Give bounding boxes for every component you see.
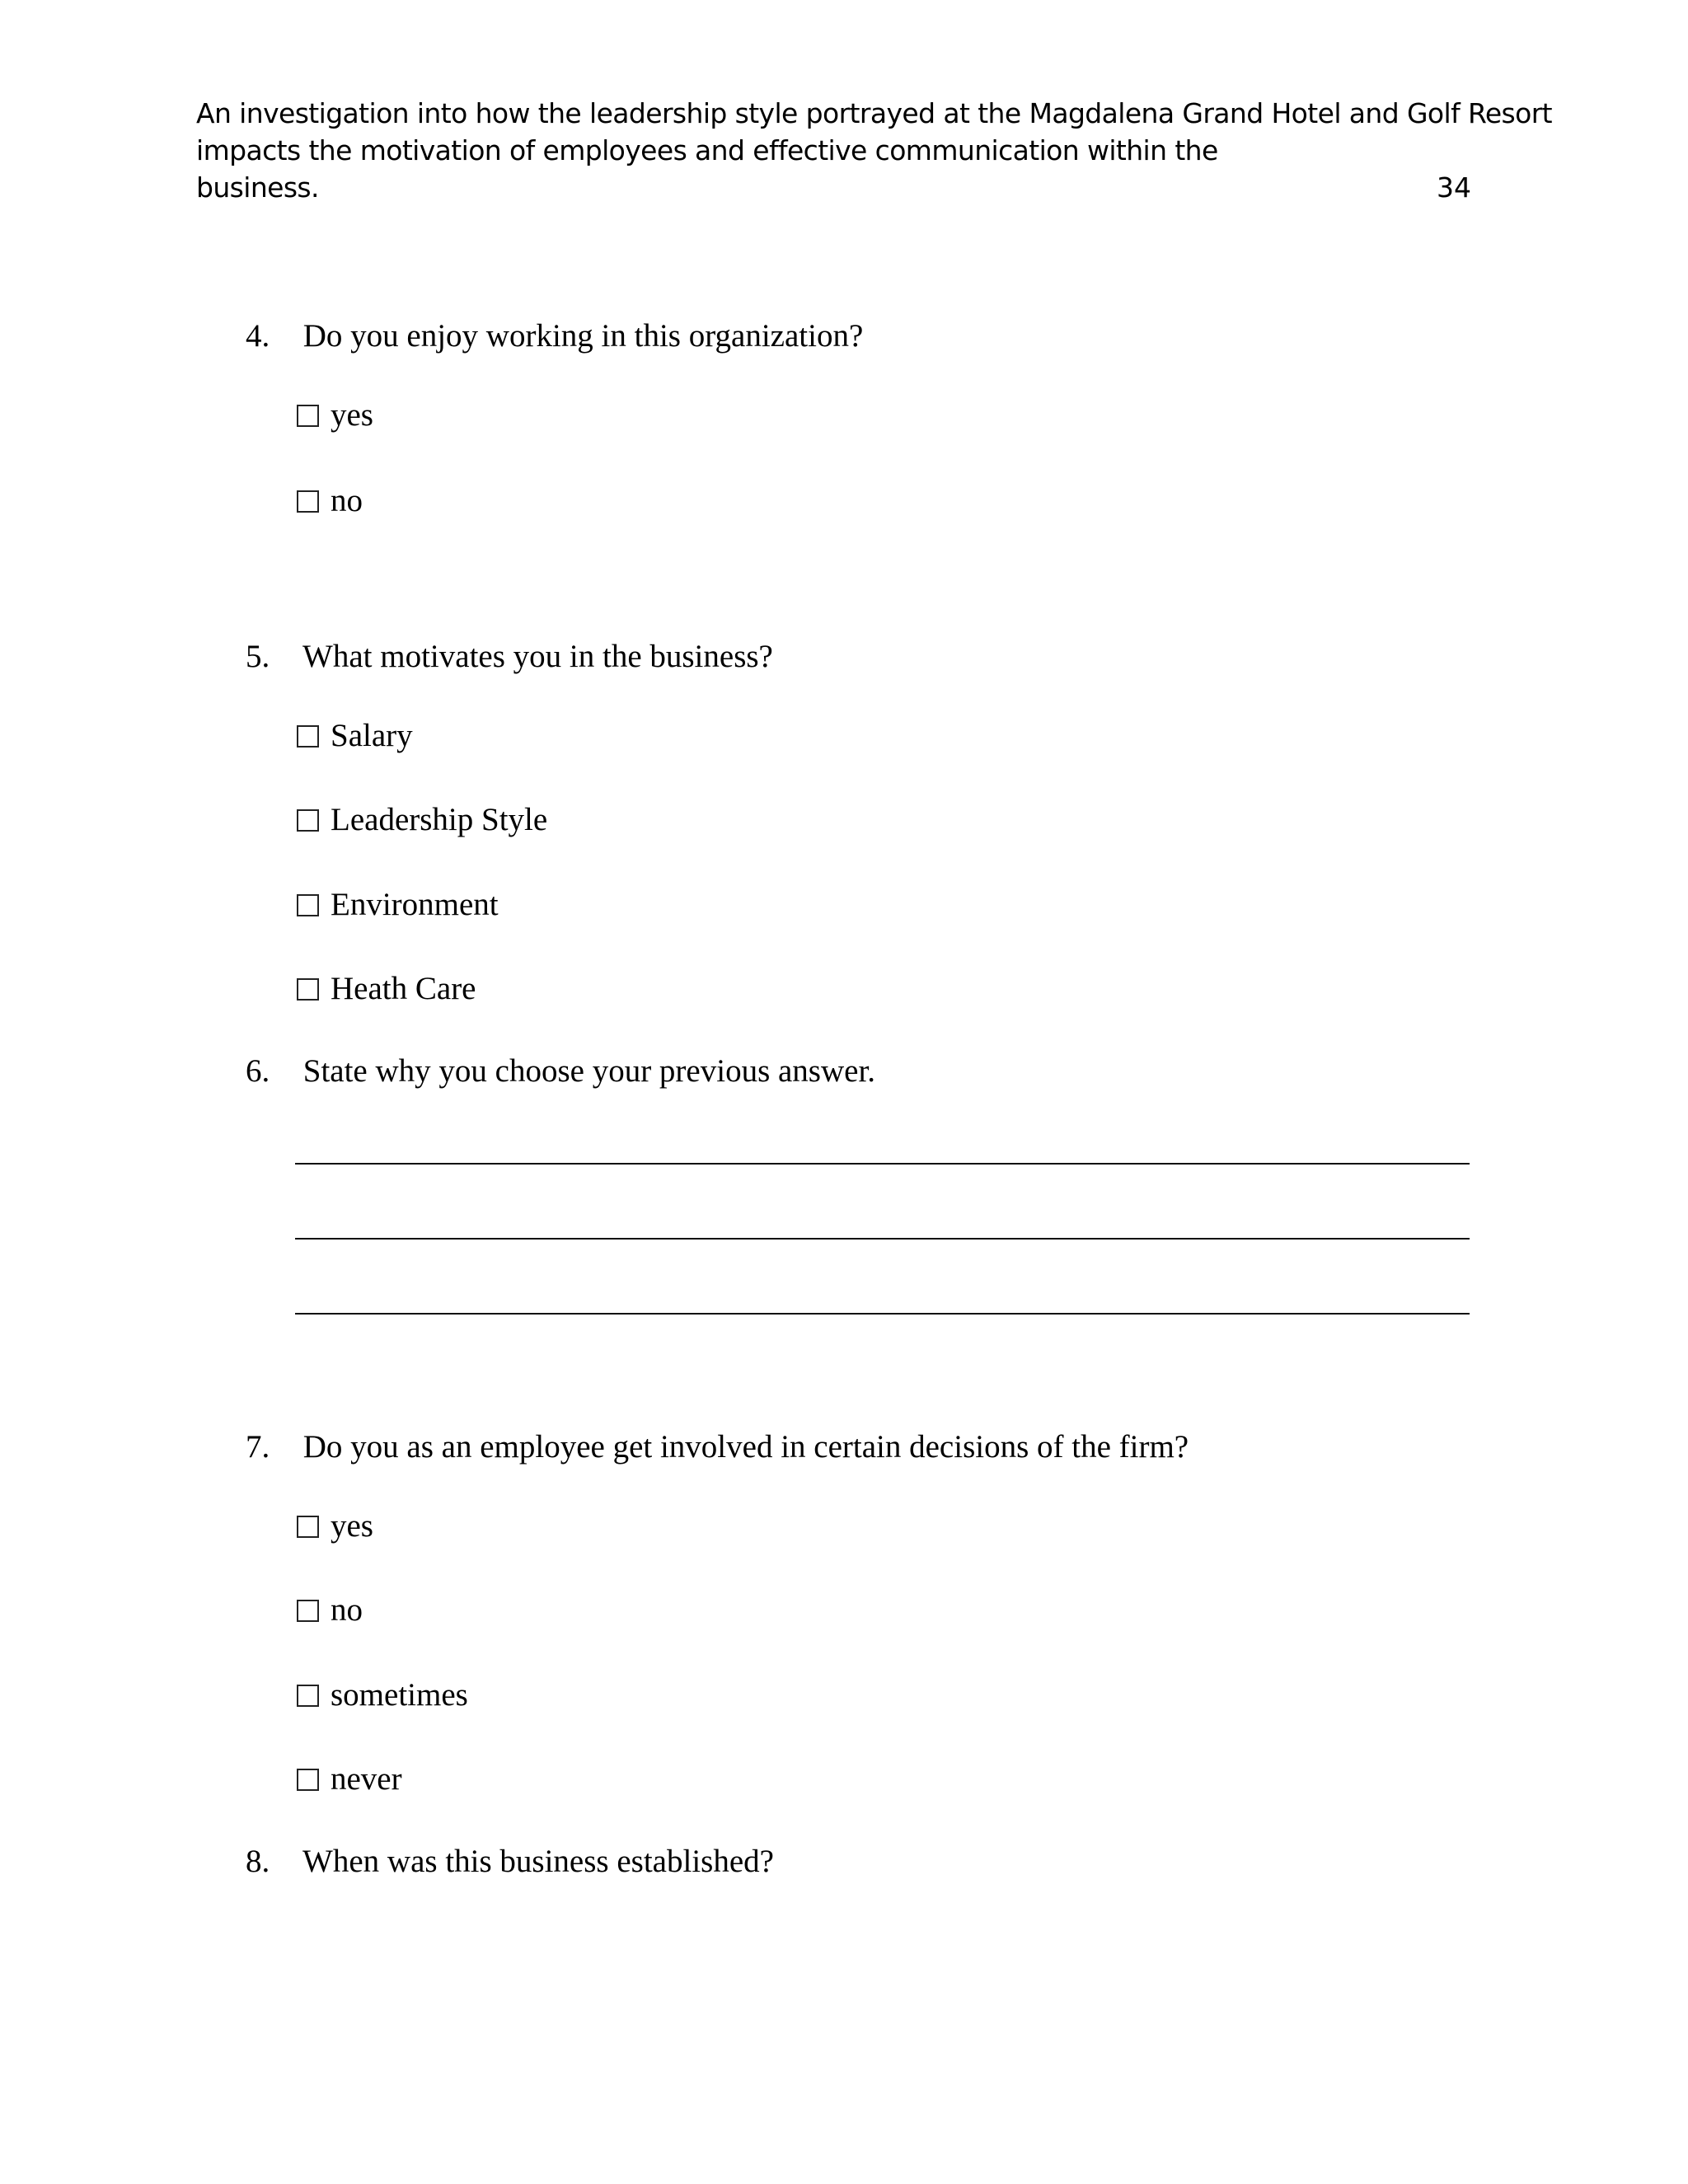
checkbox[interactable] [297, 809, 319, 832]
answer-line-1[interactable] [295, 1163, 1470, 1165]
question-number: 4. [246, 318, 270, 354]
question-7 [246, 1427, 1189, 1467]
question-text: Do you as an employee get involved in certain decisions of the firm? [302, 1429, 1189, 1465]
page-number: 34 [1437, 171, 1471, 204]
option-label: no [331, 1592, 363, 1628]
option-label: yes [331, 1508, 373, 1544]
option-label: Leadership Style [331, 802, 548, 837]
option-label: never [331, 1761, 402, 1797]
question-8 [246, 1842, 774, 1882]
header-line-2: impacts the motivation of employees and effective communication within the [196, 134, 1218, 166]
header-line-3: business. [196, 171, 319, 204]
option-q7-no[interactable] [297, 1591, 363, 1630]
header-line-1: An investigation into how the leadership style portrayed at the Magdalena Grand Hotel and Golf Resort [196, 97, 1553, 129]
option-label: no [331, 483, 363, 518]
checkbox[interactable] [297, 1516, 319, 1538]
option-q7-sometimes[interactable] [297, 1675, 468, 1715]
question-number: 7. [246, 1429, 270, 1465]
question-text: State why you choose your previous answer. [302, 1053, 876, 1089]
option-q7-yes[interactable] [297, 1507, 373, 1546]
checkbox[interactable] [297, 490, 319, 513]
question-4 [246, 316, 863, 356]
option-label: sometimes [331, 1677, 468, 1713]
question-number: 6. [246, 1053, 270, 1089]
option-q5-leadership-style[interactable] [297, 800, 547, 840]
checkbox[interactable] [297, 1600, 319, 1622]
question-text: When was this business established? [302, 1844, 774, 1879]
option-q4-no[interactable] [297, 481, 363, 521]
question-number: 8. [246, 1844, 270, 1879]
checkbox[interactable] [297, 725, 319, 748]
option-q7-never[interactable] [297, 1760, 402, 1799]
option-label: Heath Care [331, 971, 476, 1006]
question-5 [246, 637, 773, 677]
checkbox[interactable] [297, 894, 319, 916]
option-label: yes [331, 397, 373, 433]
option-q5-salary[interactable] [297, 716, 413, 756]
question-number: 5. [246, 639, 270, 674]
option-q5-heath-care[interactable] [297, 969, 476, 1009]
checkbox[interactable] [297, 1769, 319, 1791]
question-text: Do you enjoy working in this organization? [302, 318, 864, 354]
question-6 [246, 1052, 875, 1091]
option-label: Environment [331, 887, 499, 922]
answer-line-3[interactable] [295, 1313, 1470, 1315]
checkbox[interactable] [297, 405, 319, 427]
checkbox[interactable] [297, 1685, 319, 1707]
checkbox[interactable] [297, 978, 319, 1001]
option-q5-environment[interactable] [297, 885, 499, 925]
answer-line-2[interactable] [295, 1238, 1470, 1240]
option-label: Salary [331, 718, 413, 753]
page-header [196, 95, 1553, 206]
question-text: What motivates you in the business? [302, 639, 773, 674]
option-q4-yes[interactable] [297, 396, 373, 435]
